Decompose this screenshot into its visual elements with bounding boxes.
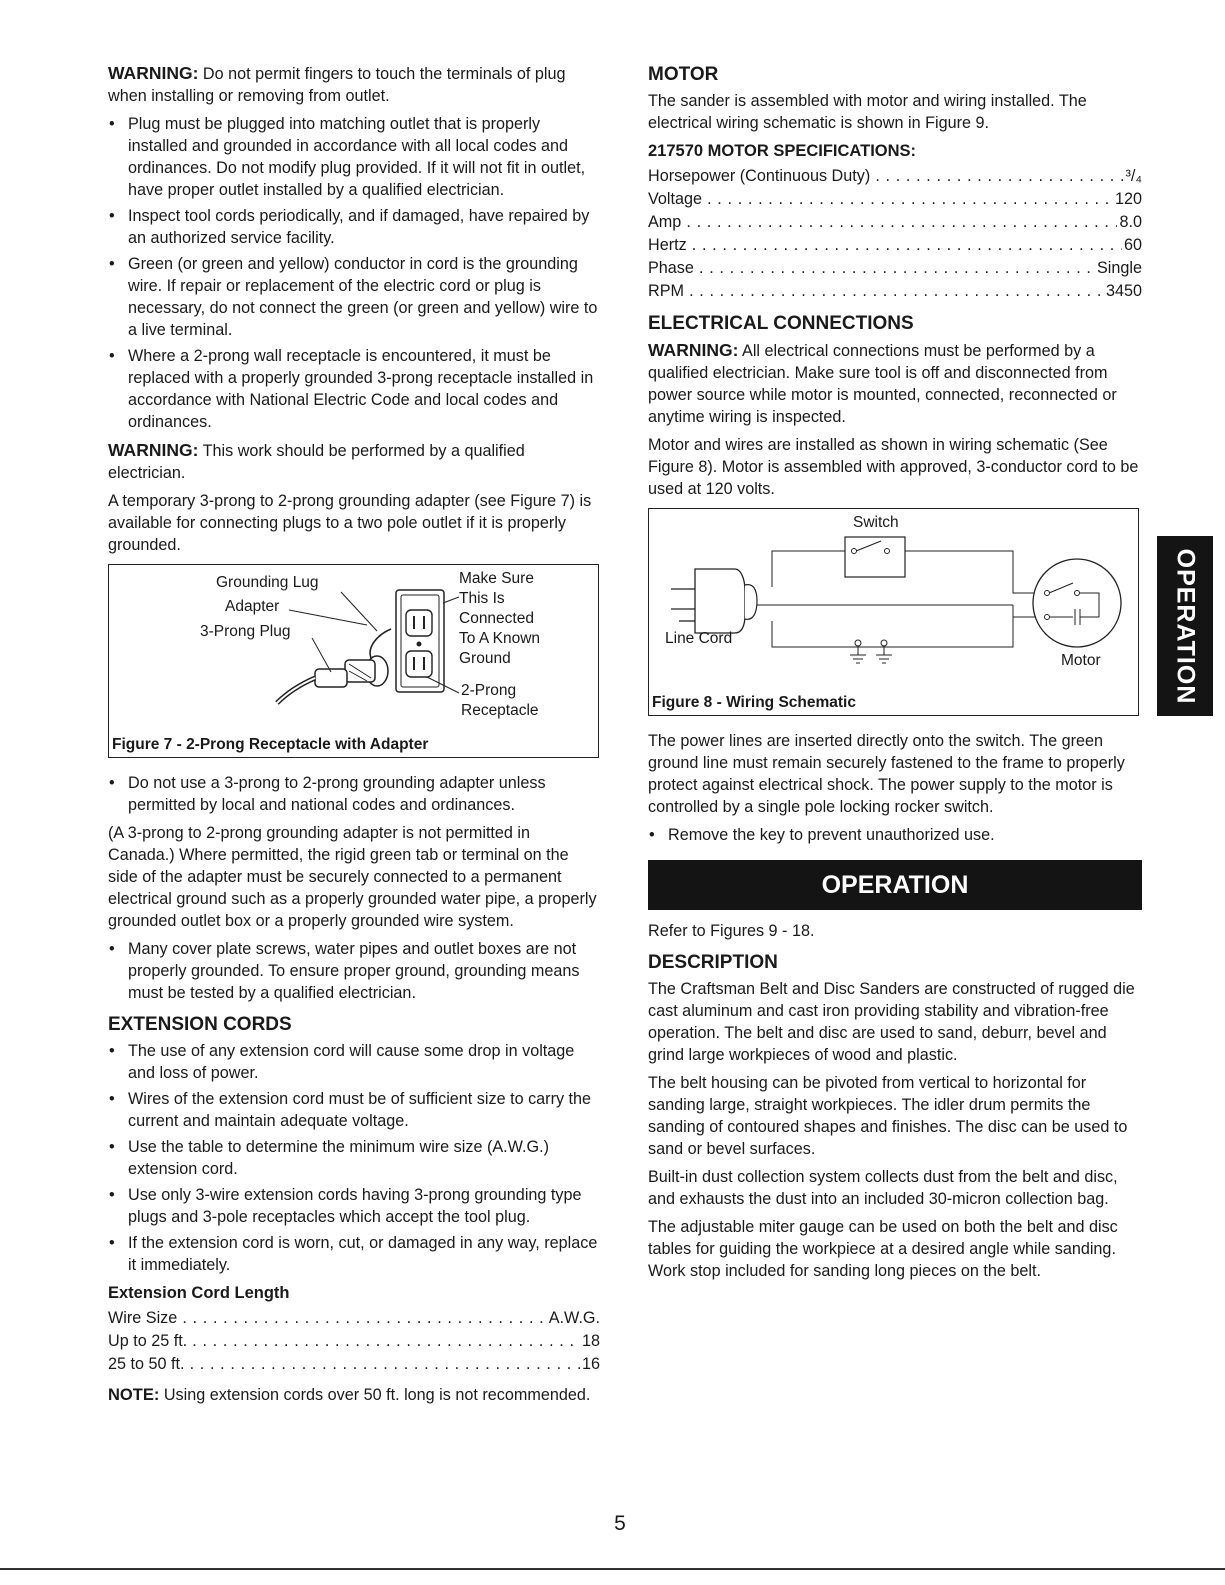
description-paragraph: The Craftsman Belt and Disc Sanders are constructed of rugged die cast aluminum and cast iron providing stability and vibration-free operation. The belt and disc are used to sand, deburr, bevel and grind large workpieces of wood and plastic. [648,980,1135,1064]
row-value: 16 [581,1355,600,1373]
spec-row [648,165,1142,188]
motor-heading: MOTOR [648,64,719,85]
adapter-bullets [108,772,600,816]
figure-7-caption: Figure 7 - 2-Prong Receptacle with Adapter [112,736,429,753]
adapter-paragraph: A temporary 3-prong to 2-prong grounding adapter (see Figure 7) is available for connecting plugs to a two pole outlet if it is properly grounded. [108,492,592,554]
motor-paragraph: The sander is assembled with motor and wiring installed. The electrical wiring schematic is shown in Figure 9. [648,92,1087,132]
to-a-known-label: To A Known [459,630,541,647]
spec-label: Voltage . . . [648,188,1113,211]
plug-label: 3-Prong Plug [200,623,291,640]
spec-row [648,188,1142,211]
make-sure-label: Make Sure [459,570,534,587]
note-paragraph [108,1384,600,1406]
spec-label: RPM . . . [648,280,1104,303]
section-side-tab [1157,536,1213,716]
refer-paragraph: Refer to Figures 9 - 18. [648,922,815,940]
motor-specs [648,165,1142,303]
extension-table [108,1307,600,1376]
spec-label: Amp . . . [648,211,1117,234]
spec-row [648,234,1142,257]
side-tab-label: OPERATION [1171,548,1200,704]
list-item: • Plug must be plugged into matching outlet that is properly installed and grounded in accordance with all local codes and ordinances. Do not modify plug provided. If it will not fit in outlet, have proper outlet installed by a qualified electrician. [108,113,600,201]
list-item: • Where a 2-prong wall receptacle is encountered, it must be replaced with a properly grounded 3-prong receptacle installed in accordance with National Electric Code and local codes and ordinances. [108,345,600,433]
canada-paragraph: (A 3-prong to 2-prong grounding adapter is not permitted in Canada.) Where permitted, the rigid green tab or terminal on the side of the adapter must be securely connected to a permanent electrical ground such as a properly grounded water pipe, a properly grounded outlet box or a properly grounded wire system. [108,824,597,930]
line-cord-label: Line Cord [665,630,733,647]
this-is-label: This Is [459,590,505,607]
bottom-rule [0,1568,1225,1570]
list-item: • Use only 3-wire extension cords having 3-prong grounding type plugs and 3-pole receptacles which accept the tool plug. [108,1184,600,1228]
receptacle-label: Receptacle [461,702,539,719]
key-bullets [648,824,1142,846]
description-paragraph: Built-in dust collection system collects dust from the belt and disc, and exhausts the dust into an included 30-micron collection bag. [648,1168,1118,1208]
right-column [648,62,1142,1288]
warning-paragraph [108,62,600,107]
two-prong-label: 2-Prong [461,682,517,699]
description-paragraph: The belt housing can be pivoted from vertical to horizontal for sanding large, straight workpieces. The idler drum permits the sanding of contoured shapes and finishes. The disc can be used to sand or bevel surfaces. [648,1074,1128,1158]
row-label: Wire Size . . . [108,1307,547,1330]
list-item: • Inspect tool cords periodically, and if damaged, have repaired by an authorized service facility. [108,205,600,249]
spec-value: ³/₄ [1125,167,1142,185]
warning-label: WARNING: [108,63,199,83]
extension-length-heading: Extension Cord Length [108,1284,290,1302]
motor-spec-heading: 217570 MOTOR SPECIFICATIONS: [648,142,917,160]
page-number: 5 [614,1512,626,1535]
row-label: 25 to 50 ft. . . . [108,1353,580,1376]
row-value: A.W.G. [548,1309,600,1327]
spec-value: 60 [1123,236,1142,254]
note-label: NOTE: [108,1386,160,1404]
warning-paragraph [648,339,1142,428]
motor-label: Motor [1061,652,1101,669]
description-paragraph: The adjustable miter gauge can be used on both the belt and disc tables for guiding the workpiece at a desired angle while sanding. Work stop included for sanding long pieces on the belt. [648,1218,1118,1280]
spec-row [648,280,1142,303]
warning-label: WARNING: [108,440,199,460]
list-item: • The use of any extension cord will cause some drop in voltage and loss of power. [108,1040,600,1084]
table-row [108,1330,600,1353]
extension-bullets [108,1040,600,1276]
warning-paragraph [108,439,600,484]
table-row [108,1353,600,1376]
note-text: Using extension cords over 50 ft. long is not recommended. [163,1386,591,1404]
spec-label: Horsepower (Continuous Duty) . . . [648,165,1124,188]
left-column [108,62,600,1412]
table-row [108,1307,600,1330]
row-label: Up to 25 ft. . . . [108,1330,580,1353]
figure-8 [648,508,1139,716]
wiring-schematic [649,509,1138,715]
list-item: • Use the table to determine the minimum wire size (A.W.G.) extension cord. [108,1136,600,1180]
warning-text: All electrical connections must be performed by a qualified electrician. Make sure tool is off and disconnected from power source while motor is mounted, connected, reconnected or anytime wiring is inspected. [648,342,1117,426]
spec-row [648,257,1142,280]
description-heading: DESCRIPTION [648,952,778,973]
extension-cords-heading: EXTENSION CORDS [108,1014,292,1035]
ground-bullets [108,938,600,1004]
spec-label: Hertz . . . [648,234,1122,257]
spec-value: 8.0 [1119,213,1142,231]
grounding-bullets [108,113,600,433]
ground-label: Ground [459,650,511,667]
operation-banner: OPERATION [648,860,1142,910]
grounding-lug-label: Grounding Lug [216,574,319,591]
switch-label: Switch [853,514,899,531]
spec-value: 3450 [1105,282,1142,300]
list-item: • Many cover plate screws, water pipes and outlet boxes are not properly grounded. To ensure proper ground, grounding means must be tested by a qualified electrician. [108,938,600,1004]
adapter-label: Adapter [225,598,280,615]
list-item: • Remove the key to prevent unauthorized use. [648,824,1142,846]
motor-wires-paragraph: Motor and wires are installed as shown in wiring schematic (See Figure 8). Motor is assembled with approved, 3-conductor cord to be used at 120 volts. [648,436,1139,498]
power-paragraph: The power lines are inserted directly onto the switch. The green ground line must remain securely fastened to the frame to properly protect against electrical shock. The power supply to the motor is controlled by a single pole locking rocker switch. [648,732,1125,816]
list-item: • Wires of the extension cord must be of sufficient size to carry the current and maintain adequate voltage. [108,1088,600,1132]
spec-row [648,211,1142,234]
electrical-connections-heading: ELECTRICAL CONNECTIONS [648,313,914,334]
warning-label: WARNING: [648,340,739,360]
figure-7 [108,564,599,758]
adapter-illustration [109,565,598,757]
list-item: • Green (or green and yellow) conductor in cord is the grounding wire. If repair or replacement of the electric cord or plug is necessary, do not connect the green (or green and yellow) wire to a live terminal. [108,253,600,341]
warning-text: This work should be performed by a qualified electrician. [108,442,525,482]
connected-label: Connected [459,610,534,627]
spec-value: 120 [1114,190,1142,208]
list-item: • Do not use a 3-prong to 2-prong grounding adapter unless permitted by local and national codes and ordinances. [108,772,600,816]
row-value: 18 [581,1332,600,1350]
spec-value: Single [1097,259,1142,277]
figure-8-caption: Figure 8 - Wiring Schematic [652,694,856,711]
spec-label: Phase . . . [648,257,1095,280]
list-item: • If the extension cord is worn, cut, or damaged in any way, replace it immediately. [108,1232,600,1276]
warning-text: Do not permit fingers to touch the terminals of plug when installing or removing from outlet. [108,65,566,105]
